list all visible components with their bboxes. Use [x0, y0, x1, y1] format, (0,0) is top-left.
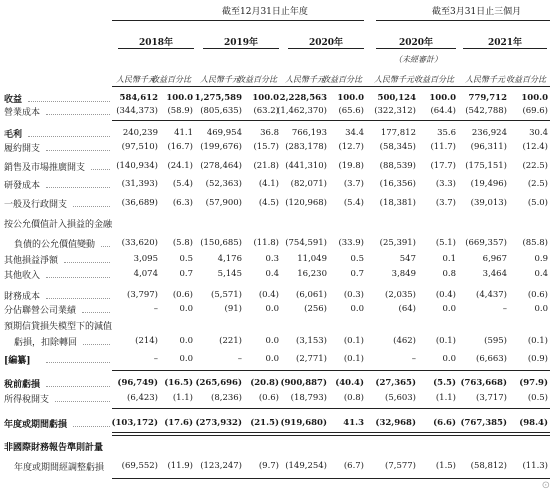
table-cell: (441,310)	[285, 161, 327, 171]
table-cell: (0.6)	[527, 290, 548, 300]
table-cell: (21.5)	[250, 418, 279, 428]
table-cell: (39,013)	[470, 198, 507, 208]
table-cell: (900,887)	[280, 378, 327, 388]
row-label: 稅前虧損	[4, 380, 41, 390]
table-cell: (69.6)	[522, 106, 548, 116]
table-cell: (1.1)	[435, 393, 456, 403]
table-cell: –	[502, 304, 507, 314]
table-cell: 0.0	[534, 304, 548, 314]
table-cell: (5.0)	[527, 198, 548, 208]
table-cell: (3.7)	[343, 179, 364, 189]
table-cell: (0.1)	[343, 336, 364, 346]
table-cell: 35.6	[437, 128, 456, 138]
table-cell: 0.0	[179, 304, 193, 314]
table-cell: (149,254)	[285, 461, 327, 471]
table-cell: (2,771)	[296, 354, 327, 364]
table-cell: (322,312)	[374, 106, 416, 116]
rule-before-period-loss	[112, 408, 550, 409]
table-cell: (69,552)	[121, 461, 158, 471]
table-cell: (19.8)	[338, 161, 364, 171]
table-cell: (6,061)	[296, 290, 327, 300]
table-cell: (5.4)	[343, 198, 364, 208]
col-pct-header: 收益百分比	[151, 75, 191, 84]
row-label: 研發成本	[4, 181, 41, 191]
row-label: 預期信貸損失模型下的減值	[4, 322, 113, 332]
table-cell: 3,095	[133, 254, 158, 264]
row-label: 收益	[4, 95, 23, 105]
table-cell: (64)	[398, 304, 416, 314]
table-cell: (3.3)	[435, 179, 456, 189]
leader-dots	[28, 101, 110, 102]
table-cell: (31,393)	[121, 179, 158, 189]
table-cell: –	[237, 354, 242, 364]
leader-dots	[46, 298, 110, 299]
table-cell: (6.6)	[433, 418, 456, 428]
table-cell: (0.6)	[258, 393, 279, 403]
year-2019: 2019年	[223, 38, 259, 48]
table-cell: 100.0	[252, 93, 279, 103]
table-cell: (96,311)	[470, 142, 507, 152]
year-rule-2021-q	[463, 48, 547, 49]
table-cell: (36,689)	[121, 198, 158, 208]
table-cell: (3,717)	[476, 393, 507, 403]
table-cell: (4.1)	[258, 179, 279, 189]
row-label: 其他收入	[4, 271, 41, 281]
table-cell: (0.4)	[258, 290, 279, 300]
row-label: 負債的公允價值變動	[14, 240, 96, 250]
row-label: 虧損，扣除轉回	[14, 338, 78, 348]
table-cell: 0.0	[179, 354, 193, 364]
table-cell: 0.0	[179, 336, 193, 346]
table-cell: (33,620)	[121, 238, 158, 248]
row-label: [編纂]	[4, 356, 31, 366]
table-cell: 0.5	[350, 254, 364, 264]
table-cell: 0.4	[534, 269, 548, 279]
table-cell: 766,193	[291, 128, 327, 138]
table-cell: (11.8)	[253, 238, 279, 248]
table-cell: –	[153, 354, 158, 364]
table-cell: 41.1	[174, 128, 193, 138]
table-cell: (767,385)	[460, 418, 507, 428]
table-cell: (4,437)	[476, 290, 507, 300]
table-cell: 100.0	[521, 93, 548, 103]
table-cell: (12.7)	[338, 142, 364, 152]
col-amount-header: 人民幣千元	[285, 75, 325, 84]
table-cell: 100.0	[166, 93, 193, 103]
row-label: 按公允價值計入損益的金融	[4, 220, 113, 230]
table-cell: (96,749)	[117, 378, 158, 388]
col-pct-header: 收益百分比	[414, 75, 454, 84]
table-cell: (805,635)	[200, 106, 242, 116]
table-cell: (97.9)	[519, 378, 548, 388]
table-cell: (4.5)	[258, 198, 279, 208]
table-cell: 4,074	[133, 269, 158, 279]
table-cell: (9.7)	[258, 461, 279, 471]
table-cell: 100.0	[337, 93, 364, 103]
table-cell: 1,275,589	[194, 93, 242, 103]
table-cell: (5,603)	[385, 393, 416, 403]
table-cell: (265,696)	[195, 378, 242, 388]
table-cell: (0.5)	[527, 393, 548, 403]
header-rule-q	[376, 20, 550, 21]
table-cell: 5,145	[217, 269, 242, 279]
table-cell: 0.9	[534, 254, 548, 264]
col-amount-header: 人民幣千元	[465, 75, 505, 84]
rule-after-cost	[112, 120, 550, 121]
table-cell: 547	[399, 254, 416, 264]
table-cell: (64.4)	[430, 106, 456, 116]
table-cell: 0.3	[265, 254, 279, 264]
table-cell: 2,228,563	[279, 93, 327, 103]
col-amount-header: 人民幣千元	[116, 75, 156, 84]
row-label: 其他損益淨額	[4, 256, 59, 266]
table-cell: (150,685)	[200, 238, 242, 248]
table-cell: (11.9)	[167, 461, 193, 471]
table-cell: 0.5	[179, 254, 193, 264]
table-cell: (8,236)	[211, 393, 242, 403]
year-2021-q: 2021年	[487, 38, 523, 48]
table-cell: (3,797)	[127, 290, 158, 300]
table-cell: 0.0	[265, 354, 279, 364]
table-cell: (97,510)	[121, 142, 158, 152]
table-cell: (11.7)	[430, 142, 456, 152]
table-cell: 236,924	[471, 128, 507, 138]
table-cell: (24.1)	[167, 161, 193, 171]
table-cell: (15.7)	[253, 142, 279, 152]
row-label: 年度或期間經調整虧損	[14, 463, 105, 473]
table-cell: 100.0	[429, 93, 456, 103]
table-cell: (85.8)	[522, 238, 548, 248]
table-cell: 500,124	[377, 93, 416, 103]
table-cell: (5.4)	[172, 179, 193, 189]
table-cell: (175,151)	[465, 161, 507, 171]
table-cell: (6.7)	[343, 461, 364, 471]
column-header-rule	[112, 86, 550, 87]
table-cell: 0.0	[442, 304, 456, 314]
table-cell: –	[153, 304, 158, 314]
table-cell: (98.4)	[519, 418, 548, 428]
table-cell: (595)	[484, 336, 507, 346]
table-cell: (123,247)	[200, 461, 242, 471]
row-label: 一般及行政開支	[4, 200, 68, 210]
table-cell: (3.7)	[435, 198, 456, 208]
table-cell: 0.0	[350, 304, 364, 314]
table-cell: (88,539)	[379, 161, 416, 171]
table-cell: 779,712	[468, 93, 507, 103]
year-rule-2019	[203, 48, 279, 49]
table-cell: (5.5)	[433, 378, 456, 388]
table-cell: 34.4	[345, 128, 364, 138]
row-label: 財務成本	[4, 292, 41, 302]
table-cell: (754,591)	[285, 238, 327, 248]
table-cell: (0.3)	[343, 290, 364, 300]
table-cell: (58,345)	[379, 142, 416, 152]
table-cell: 0.0	[265, 336, 279, 346]
table-cell: (6,423)	[127, 393, 158, 403]
table-cell: (0.8)	[343, 393, 364, 403]
year-2018: 2018年	[138, 38, 174, 48]
table-cell: 0.7	[179, 269, 193, 279]
table-cell: (283,178)	[285, 142, 327, 152]
row-label: 分佔聯營公司業績	[4, 306, 77, 316]
year-rule-2020	[288, 48, 364, 49]
col-pct-header: 收益百分比	[506, 75, 546, 84]
table-cell: (22.5)	[522, 161, 548, 171]
table-cell: 469,954	[206, 128, 242, 138]
table-cell: 16,230	[297, 269, 327, 279]
leader-dots	[46, 187, 110, 188]
table-cell: (18,381)	[379, 198, 416, 208]
table-cell: (16.7)	[167, 142, 193, 152]
table-cell: (11.3)	[522, 461, 548, 471]
table-cell: (1,462,370)	[277, 106, 327, 116]
unaudited-note: （未經審計）	[394, 55, 442, 64]
table-cell: (1.5)	[435, 461, 456, 471]
table-cell: 0.0	[265, 304, 279, 314]
table-cell: (221)	[219, 336, 242, 346]
table-cell: (344,373)	[116, 106, 158, 116]
table-cell: 3,464	[482, 269, 507, 279]
table-cell: (91)	[224, 304, 242, 314]
table-cell: (18,793)	[290, 393, 327, 403]
table-cell: (63.2)	[253, 106, 279, 116]
table-cell: (7,577)	[385, 461, 416, 471]
year-2020: 2020年	[308, 38, 344, 48]
row-label: 銷售及市場推廣開支	[4, 163, 86, 173]
row-label: 非國際財務報告準則計量	[4, 443, 104, 453]
table-cell: (32,968)	[375, 418, 416, 428]
table-cell: (462)	[393, 336, 416, 346]
row-label: 履約開支	[4, 144, 41, 154]
rule-after-period-loss	[112, 432, 550, 436]
table-cell: 3,849	[391, 269, 416, 279]
year-rule-2018	[118, 48, 194, 49]
header-rule-fy	[112, 20, 364, 21]
table-cell: (3,153)	[296, 336, 327, 346]
table-cell: (27,365)	[375, 378, 416, 388]
table-cell: (103,172)	[111, 418, 158, 428]
col-pct-header: 收益百分比	[237, 75, 277, 84]
table-cell: –	[411, 354, 416, 364]
header-period-fy: 截至12月31日止年度	[222, 7, 308, 17]
table-cell: (19,496)	[470, 179, 507, 189]
table-cell: (140,934)	[116, 161, 158, 171]
table-cell: (0.1)	[527, 336, 548, 346]
table-cell: 240,239	[122, 128, 158, 138]
table-cell: (199,676)	[200, 142, 242, 152]
year-2020-q: 2020年	[398, 38, 434, 48]
row-label: 所得稅開支	[4, 395, 50, 405]
table-cell: (40.4)	[335, 378, 364, 388]
table-cell: 36.8	[260, 128, 279, 138]
table-cell: (52,363)	[205, 179, 242, 189]
table-cell: (2,035)	[385, 290, 416, 300]
table-cell: (278,464)	[200, 161, 242, 171]
table-cell: (65.6)	[338, 106, 364, 116]
table-cell: 30.4	[529, 128, 548, 138]
table-cell: (82,071)	[290, 179, 327, 189]
table-cell: 11,049	[297, 254, 327, 264]
table-cell: 0.1	[442, 254, 456, 264]
leader-dots	[46, 386, 110, 387]
table-cell: (16,356)	[379, 179, 416, 189]
watermark-logo: ⊙	[541, 480, 550, 491]
table-cell: (58.9)	[167, 106, 193, 116]
leader-dots	[46, 114, 110, 115]
table-cell: (6.3)	[172, 198, 193, 208]
table-cell: (763,668)	[460, 378, 507, 388]
table-cell: (12.4)	[522, 142, 548, 152]
header-period-q: 截至3月31日止三個月	[432, 7, 522, 17]
table-cell: 0.7	[350, 269, 364, 279]
col-pct-header: 收益百分比	[322, 75, 362, 84]
table-cell: 41.3	[343, 418, 364, 428]
table-cell: (120,968)	[285, 198, 327, 208]
table-cell: (0.6)	[172, 290, 193, 300]
leader-dots	[46, 362, 110, 363]
leader-dots	[28, 136, 110, 137]
table-cell: (2.5)	[527, 179, 548, 189]
table-cell: (16.5)	[164, 378, 193, 388]
table-cell: 0.8	[442, 269, 456, 279]
year-rule-2020-q	[376, 48, 456, 49]
col-amount-header: 人民幣千元	[200, 75, 240, 84]
table-cell: (1.1)	[172, 393, 193, 403]
row-label: 年度或期間虧損	[4, 420, 68, 430]
table-cell: (0.1)	[435, 336, 456, 346]
table-cell: (5,571)	[211, 290, 242, 300]
table-cell: (21.8)	[253, 161, 279, 171]
row-label: 營業成本	[4, 108, 41, 118]
table-cell: (669,357)	[465, 238, 507, 248]
table-cell: (20.8)	[250, 378, 279, 388]
rule-before-pretax-loss	[112, 370, 550, 371]
table-cell: (919,680)	[280, 418, 327, 428]
rule-bottom	[112, 478, 550, 479]
table-cell: 584,612	[119, 93, 158, 103]
leader-dots	[46, 150, 110, 151]
table-cell: (57,900)	[205, 198, 242, 208]
table-cell: (6,663)	[476, 354, 507, 364]
table-cell: (17.7)	[430, 161, 456, 171]
table-cell: (25,391)	[379, 238, 416, 248]
table-cell: 6,967	[482, 254, 507, 264]
table-cell: (5.1)	[435, 238, 456, 248]
table-cell: (5.8)	[172, 238, 193, 248]
table-cell: (214)	[135, 336, 158, 346]
table-cell: (0.4)	[435, 290, 456, 300]
table-cell: (0.1)	[343, 354, 364, 364]
table-cell: (273,932)	[195, 418, 242, 428]
table-cell: (0.9)	[527, 354, 548, 364]
table-cell: (17.6)	[164, 418, 193, 428]
row-label: 毛利	[4, 130, 23, 140]
table-cell: 4,176	[217, 254, 242, 264]
table-cell: (542,788)	[465, 106, 507, 116]
table-cell: 0.4	[265, 269, 279, 279]
table-cell: (256)	[304, 304, 327, 314]
table-cell: (33.9)	[338, 238, 364, 248]
table-cell: 0.0	[442, 354, 456, 364]
col-amount-header: 人民幣千元	[374, 75, 414, 84]
table-cell: 177,812	[380, 128, 416, 138]
table-cell: (58,812)	[470, 461, 507, 471]
leader-dots	[46, 277, 110, 278]
